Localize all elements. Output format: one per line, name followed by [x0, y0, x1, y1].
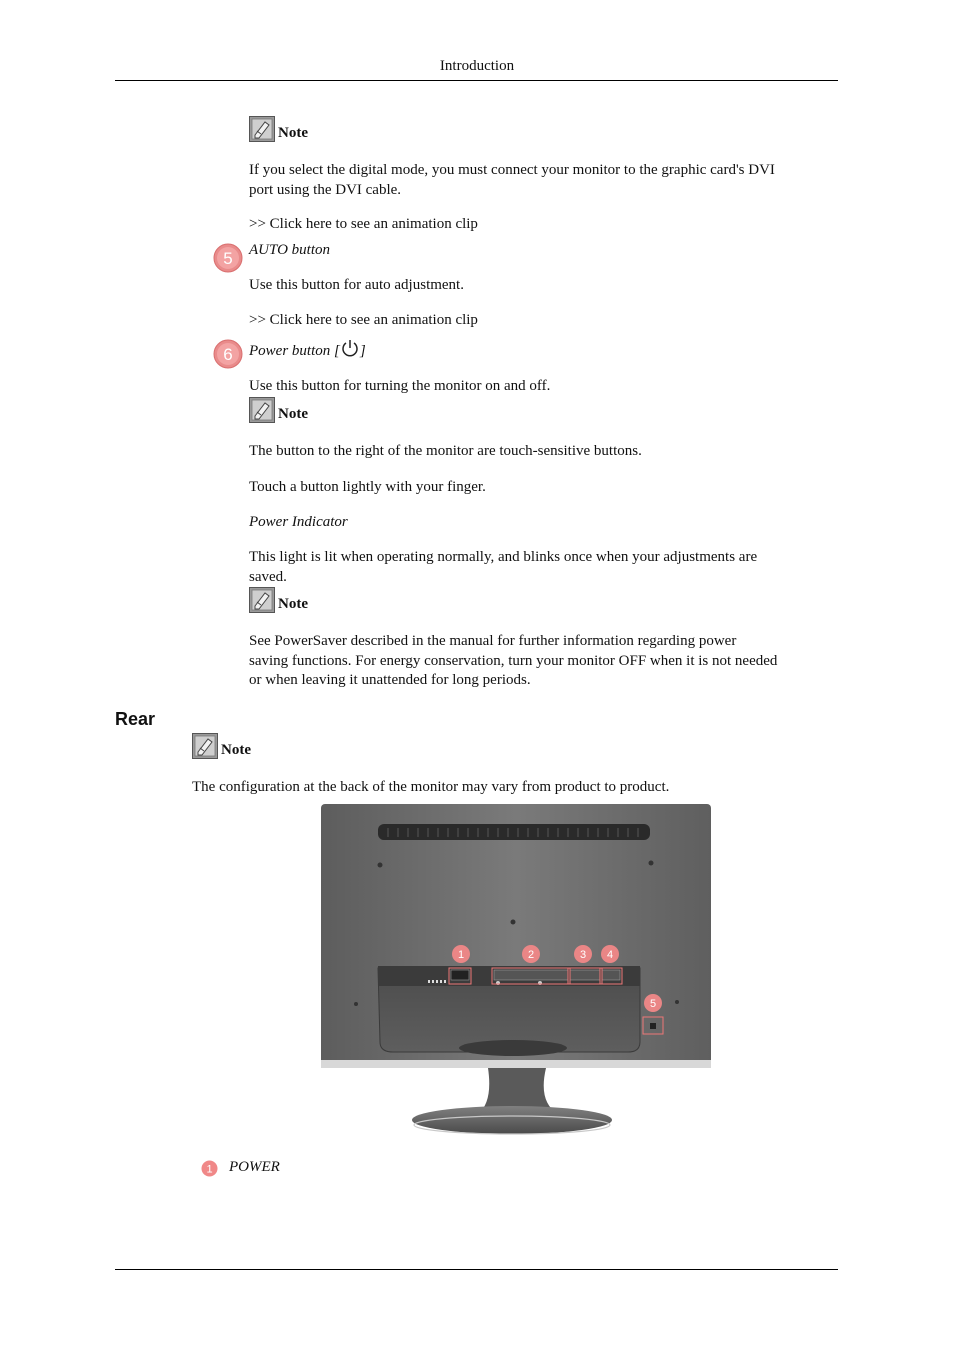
page-header-title: Introduction [439, 58, 515, 74]
auto-button-title: AUTO button [249, 242, 330, 258]
number-5-badge-icon [213, 243, 243, 273]
svg-text:5: 5 [223, 249, 233, 268]
power-button-title [249, 338, 779, 361]
monitor-rear-illustration [318, 802, 712, 1138]
power-button-description: Use this button for turning the monitor on and off. [249, 378, 551, 394]
powersaver-note-text: See PowerSaver described in the manual for further information regarding power saving functions. For energy conservation, turn your monitor OFF when it is not needed or when leaving it unattended for long periods. [249, 633, 778, 688]
animation-clip-link[interactable]: >> Click here to see an animation clip [249, 216, 478, 232]
power-button-title-prefix: Power button [ [249, 342, 340, 359]
svg-text:4: 4 [606, 949, 614, 961]
power-button-title-suffix: ] [359, 342, 366, 359]
power-indicator-description: This light is lit when operating normally, and blinks once when your adjustments are saved. [249, 549, 758, 585]
number-6-badge-icon [213, 339, 243, 369]
power-indicator-title: Power Indicator [249, 514, 348, 530]
note-heading [192, 733, 251, 759]
note-icon [192, 733, 218, 759]
footer-rule [115, 1269, 838, 1270]
svg-text:6: 6 [223, 345, 233, 364]
digital-mode-note-text: If you select the digital mode, you must connect your monitor to the graphic card's DVI port using the DVI cable. [249, 162, 775, 198]
svg-text:1: 1 [457, 949, 465, 961]
note-label: Note [278, 596, 308, 612]
note-label: Note [278, 125, 308, 141]
header-rule [115, 80, 838, 81]
rear-section-heading: Rear [115, 709, 156, 729]
note-heading [249, 587, 308, 613]
note-icon [249, 587, 275, 613]
auto-button-description: Use this button for auto adjustment. [249, 277, 464, 293]
svg-text:5: 5 [649, 998, 657, 1010]
number-1-badge-icon [201, 1160, 218, 1177]
note-icon [249, 397, 275, 423]
note-heading [249, 116, 308, 142]
touch-lightly-note: Touch a button lightly with your finger. [249, 479, 486, 495]
animation-clip-link[interactable]: >> Click here to see an animation clip [249, 312, 478, 328]
touch-sensitive-note: The button to the right of the monitor are touch-sensitive buttons. [249, 443, 642, 459]
note-heading [249, 397, 308, 423]
power-icon [341, 338, 359, 358]
note-icon [249, 116, 275, 142]
svg-text:3: 3 [579, 949, 587, 961]
note-label: Note [278, 406, 308, 422]
configuration-note: The configuration at the back of the monitor may vary from product to product. [192, 779, 670, 795]
svg-text:1: 1 [206, 1163, 213, 1176]
svg-text:2: 2 [527, 949, 535, 961]
power-item-label: POWER [229, 1159, 280, 1175]
note-label: Note [221, 742, 251, 758]
